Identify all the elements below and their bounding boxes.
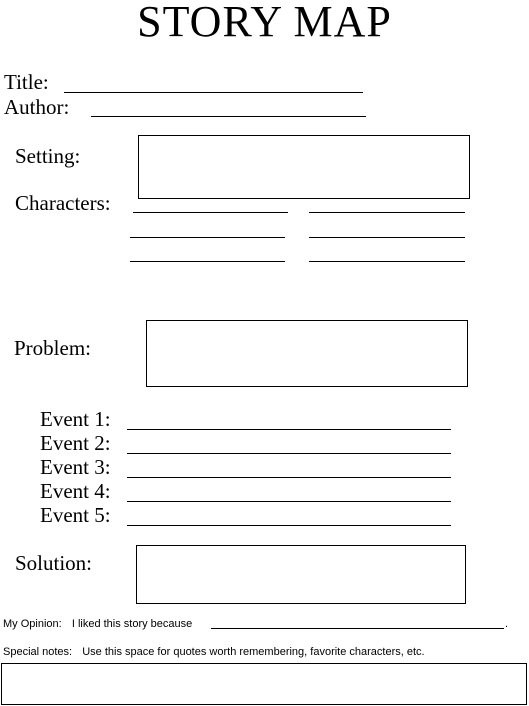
author-label: Author: (4, 95, 70, 119)
solution-label: Solution: (15, 551, 93, 575)
characters-label: Characters: (15, 191, 111, 215)
title-line[interactable] (64, 92, 363, 93)
notes-prompt: Use this space for quotes worth remembering, favorite characters, etc. (82, 646, 425, 658)
problem-box[interactable] (146, 320, 468, 387)
page-title: STORY MAP (137, 0, 392, 46)
character-line-6[interactable] (309, 261, 465, 262)
event-line-4[interactable] (127, 501, 451, 502)
opinion-period: . (505, 618, 509, 630)
event-label-2: Event 2: (40, 431, 111, 455)
notes-box[interactable] (1, 663, 527, 705)
opinion-line[interactable] (211, 628, 504, 629)
event-label-4: Event 4: (40, 479, 111, 503)
event-line-2[interactable] (127, 453, 451, 454)
event-line-3[interactable] (127, 477, 451, 478)
character-line-2[interactable] (309, 212, 465, 213)
notes-label-text: Special notes: (3, 646, 73, 658)
title-label: Title: (4, 70, 49, 94)
event-line-1[interactable] (127, 429, 451, 430)
problem-label: Problem: (14, 336, 91, 360)
opinion-label-text: My Opinion: (3, 618, 62, 630)
author-line[interactable] (91, 116, 366, 117)
setting-label: Setting: (15, 144, 81, 168)
character-line-5[interactable] (130, 261, 285, 262)
notes-label (3, 646, 425, 659)
solution-box[interactable] (136, 545, 466, 604)
character-line-3[interactable] (130, 237, 285, 238)
event-label-5: Event 5: (40, 503, 111, 527)
character-line-4[interactable] (309, 237, 465, 238)
event-label-1: Event 1: (40, 407, 111, 431)
opinion-label (3, 618, 192, 631)
opinion-prompt: I liked this story because (71, 618, 193, 630)
character-line-1[interactable] (133, 212, 288, 213)
setting-box[interactable] (138, 135, 470, 199)
event-line-5[interactable] (127, 525, 451, 526)
event-label-3: Event 3: (40, 455, 111, 479)
